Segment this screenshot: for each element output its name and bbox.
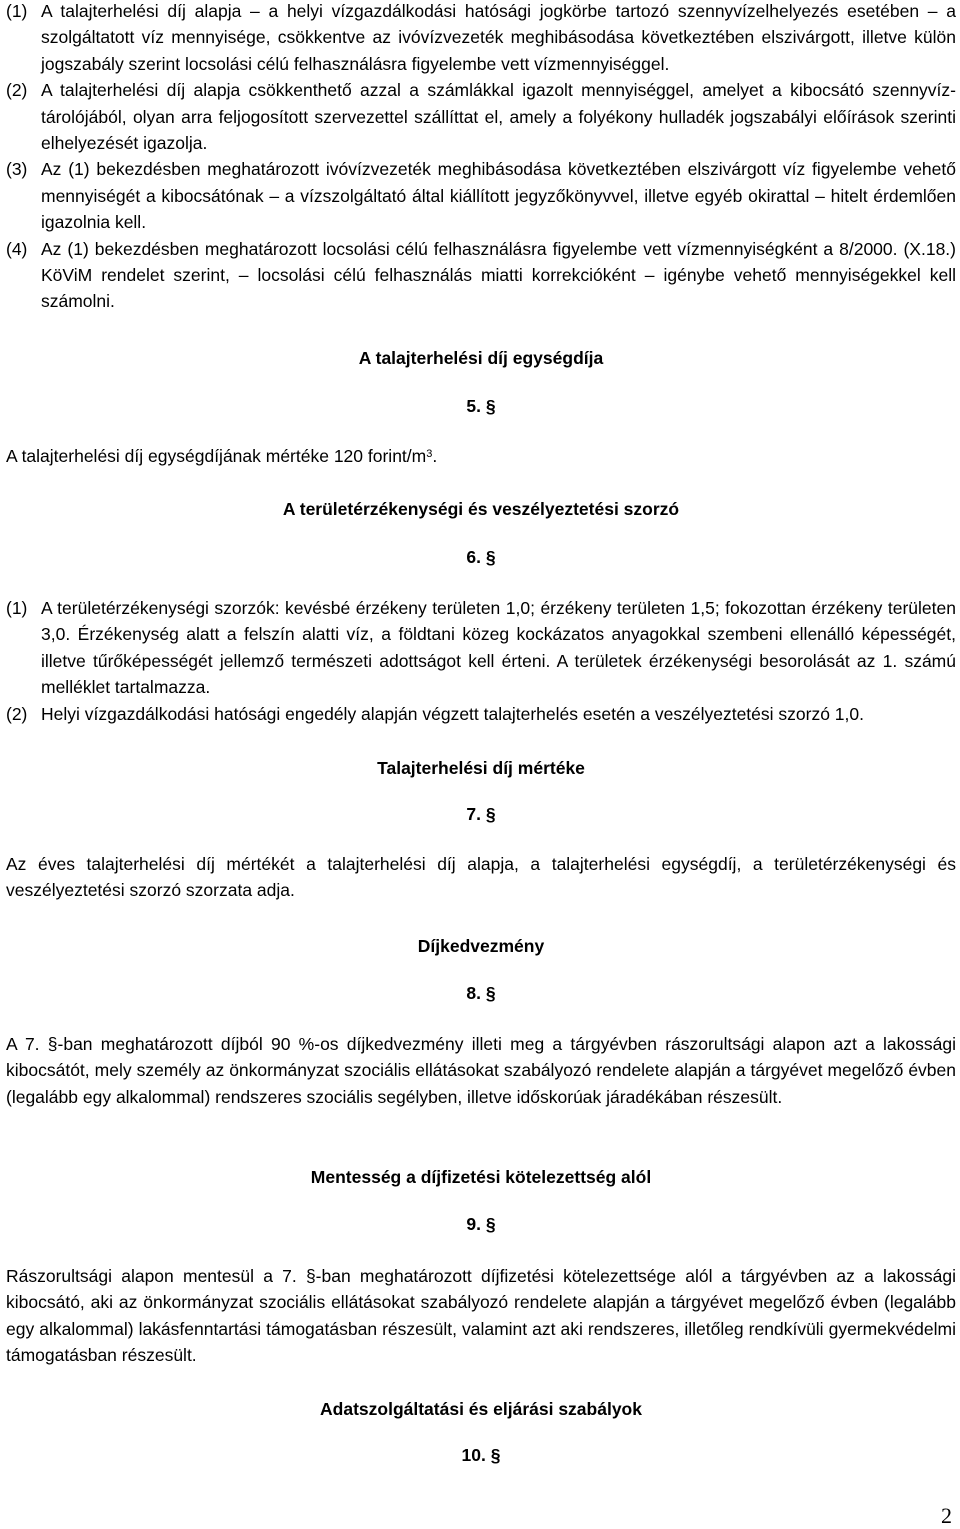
- section-7-number: 7. §: [466, 804, 496, 824]
- paragraph-number: (2): [6, 80, 28, 101]
- paragraph-text: A talajterhelési díj alapja – a helyi vízgazdálkodási hatósági jogkörbe tartozó szennyvízelhelyezés esetében – a szolgáltatott víz mennyisége, csökkentve az ivóvízvezeték meghibásodása következtében elszivárgott, illetve külön jogszabály szerint locsolási célú felhasználásra figyelembe vett vízmennyiséggel.: [41, 1, 956, 74]
- paragraph-4-2: [6, 77, 956, 156]
- section-5-text-main: A talajterhelési díj egységdíjának mértéke 120 forint/m: [6, 446, 427, 466]
- paragraph-text: Az (1) bekezdésben meghatározott ivóvízvezeték meghibásodása következtében elszivárgott víz figyelembe vehető mennyiségét a kibocsátónak – a vízszolgáltató által kiállított jegyzőkönyvvel, illetve egyéb okirattal – hitelt érdemlően igazolnia kell.: [41, 159, 956, 233]
- section-5-text-end: .: [432, 446, 438, 466]
- section-10-heading: Adatszolgáltatási és eljárási szabályok: [320, 1399, 642, 1419]
- paragraph-number: (1): [6, 1, 28, 21]
- section-8-number: 8. §: [466, 983, 496, 1003]
- paragraph-6-1: [6, 595, 956, 701]
- section-9-number: 9. §: [466, 1214, 496, 1234]
- paragraph-text: A talajterhelési díj alapja csökkenthető azzal a számlákkal igazolt mennyiséggel, amelyet a kibocsátó szennyvíz-tárolójából, olyan arra feljogosított szervezettel szállíttat el, amely a folyékony hulladék jogszabályi előírások szerinti elhelyezését igazolja.: [41, 80, 956, 154]
- section-8-heading: Díjkedvezmény: [417, 936, 545, 956]
- section-8-text: A 7. §-ban meghatározott díjból 90 %-os díjkedvezmény illeti meg a tárgyévben rászorultsági alapon azt a lakossági kibocsátót, mely személy az önkormányzat szociális ellátásokat szabályozó rendelete alapján a tárgyévet megelőző évben (legalább egy alkalommal) rendszeres szociális segélyben, illetve időskorúak járadékában részesült.: [6, 1034, 956, 1107]
- paragraph-number: (1): [6, 598, 28, 618]
- paragraph-6-2: [6, 701, 956, 727]
- paragraph-4-3: [6, 156, 956, 235]
- paragraph-text: A területérzékenységi szorzók: kevésbé érzékeny területen 1,0; érzékeny területen 1,5; fokozottan érzékeny területen 3,0. Érzékenység alatt a felszín alatti víz, a földtani közeg kockázatos anyagokkal szembeni ellenálló képességét, illetve tűrőképességét jellemző természeti adottságot kell érteni. A területek érzékenységi besorolását az 1. számú melléklet tartalmazza.: [41, 598, 956, 698]
- section-6-paragraphs: [6, 595, 956, 727]
- section-10-number: 10. §: [461, 1445, 501, 1465]
- section-5-text: [6, 443, 956, 469]
- paragraph-number: (4): [6, 238, 28, 259]
- section-6-heading: A területérzékenységi és veszélyeztetési szorzó: [282, 499, 680, 519]
- section-9-text: Rászorultsági alapon mentesül a 7. §-ban meghatározott díjfizetési kötelezettsége alól a tárgyévben az a lakossági kibocsátó, aki az önkormányzat szociális ellátásokat szabályozó rendelete alapján a tárgyévet megelőző évben (legalább egy alkalommal) lakásfenntartási támogatásban részesült, valamint azt aki rendszeres, illetőleg rendkívüli gyermekvédelmi támogatásban részesült.: [6, 1266, 956, 1366]
- paragraph-text: Az (1) bekezdésben meghatározott locsolási célú felhasználásra figyelembe vett vízmennyiségként a 8/2000. (X.18.) KöViM rendelet szerint, – locsolási célú felhasználás miatti korrekcióként – igénybe vehető mennyiségekkel kell számolni.: [41, 238, 956, 312]
- paragraph-4-1: [6, 0, 956, 77]
- paragraph-text: Helyi vízgazdálkodási hatósági engedély alapján végzett talajterhelés esetén a veszélyeztetési szorzó 1,0.: [41, 703, 864, 724]
- paragraph-number: (2): [6, 703, 28, 724]
- section-5-heading: A talajterhelési díj egységdíja: [358, 348, 604, 368]
- section-7-heading: Talajterhelési díj mértéke: [377, 758, 585, 778]
- section-7-text: Az éves talajterhelési díj mértékét a talajterhelési díj alapja, a talajterhelési egységdíj, a területérzékenységi és veszélyeztetési szorzó szorzata adja.: [6, 854, 956, 901]
- page-number: 2: [941, 1502, 952, 1528]
- section-5-number: 5. §: [466, 396, 496, 416]
- section-4-paragraphs: [6, 0, 956, 315]
- section-5-superscript: 3: [426, 448, 433, 460]
- paragraph-4-4: [6, 236, 956, 315]
- section-6-number: 6. §: [466, 547, 496, 567]
- paragraph-number: (3): [6, 159, 28, 180]
- section-9-heading: Mentesség a díjfizetési kötelezettség alól: [310, 1167, 652, 1187]
